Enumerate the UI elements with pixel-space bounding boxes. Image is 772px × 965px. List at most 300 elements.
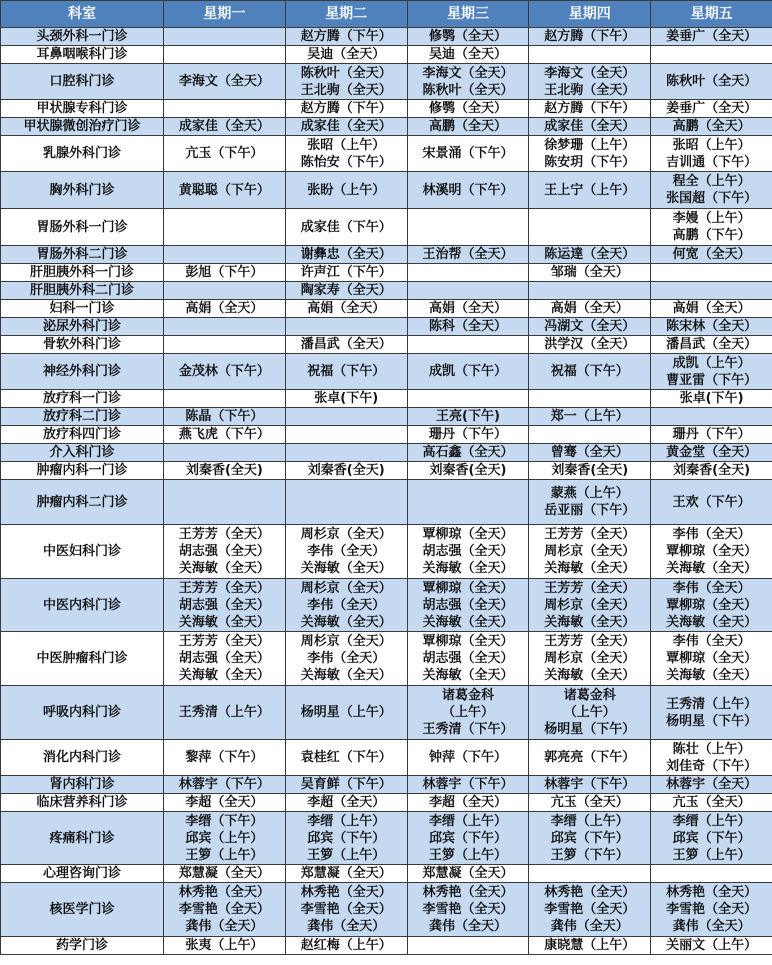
doctor-entry: 金茂林（下午）: [178, 364, 270, 379]
doctor-entry: 蒙燕（上午）: [550, 486, 629, 501]
doctor-entry: 岳亚丽（下午）: [544, 503, 636, 518]
schedule-cell: [164, 686, 286, 740]
schedule-cell: [164, 390, 286, 408]
schedule-cell: [407, 579, 529, 632]
schedule-cell: [164, 336, 286, 354]
dept-name-cell: 放疗科二门诊: [1, 408, 164, 426]
schedule-cell: [407, 776, 529, 794]
doctor-entry: 林蓉宇（全天）: [666, 777, 758, 792]
schedule-cell: [164, 172, 286, 209]
table-row: [1, 686, 772, 740]
doctor-entry: 祝福（下午）: [550, 364, 629, 379]
doctor-entry: 赵方腾（下午）: [544, 101, 636, 116]
doctor-entry: （上午）: [441, 705, 494, 720]
doctor-entry: 李伟（全天）: [672, 580, 751, 596]
doctor-entry: 修鹗（全天）: [428, 29, 507, 44]
schedule-cell: [651, 444, 772, 462]
doctor-entry: 周杉京（全天）: [544, 544, 636, 559]
schedule-cell: [164, 64, 286, 100]
doctor-entry: 关丽文（上午）: [666, 938, 758, 953]
schedule-cell: [651, 282, 772, 300]
schedule-cell: [529, 632, 651, 686]
doctor-entry: 陈怡安（下午）: [300, 154, 392, 170]
schedule-cell: [651, 632, 772, 686]
doctor-entry: 王北驹（全天）: [544, 82, 636, 98]
doctor-entry: 林蓉宇（下午）: [544, 777, 636, 792]
schedule-cell: [164, 28, 286, 46]
doctor-entry: 林溪明（下午）: [422, 182, 514, 198]
schedule-cell: [407, 209, 529, 246]
doctor-entry: 胡志强（全天）: [178, 544, 270, 559]
doctor-entry: 修鹗（全天）: [428, 101, 507, 116]
doctor-entry: 黄聪聪（下午）: [178, 182, 270, 198]
doctor-entry: 何宽（全天）: [672, 247, 751, 262]
schedule-cell: [407, 426, 529, 444]
doctor-entry: 张盼（上午）: [307, 182, 386, 198]
doctor-entry: 张卓(下午): [679, 391, 744, 406]
doctor-entry: 邱宾（下午）: [550, 830, 629, 846]
doctor-entry: 黎萍（下午）: [185, 750, 264, 765]
doctor-entry: 李伟（全天）: [307, 651, 386, 666]
header-day-tuesday: 星期二: [285, 1, 407, 28]
dept-name-cell: 耳鼻咽喉科门诊: [1, 46, 164, 64]
dept-name-cell: 中医内科门诊: [1, 579, 164, 632]
doctor-entry: 刘秦香(全天): [551, 463, 629, 478]
doctor-entry: 郑一（上午）: [550, 409, 629, 424]
doctor-entry: 关海敏（全天）: [666, 668, 758, 683]
doctor-entry: 成家佳（全天）: [300, 119, 392, 134]
schedule-cell: [651, 209, 772, 246]
doctor-entry: 王芳芳（全天）: [178, 580, 270, 596]
schedule-cell: [651, 408, 772, 426]
dept-name-cell: 呼吸内科门诊: [1, 686, 164, 740]
header-dept: 科室: [1, 1, 164, 28]
doctor-entry: 姜垂广（全天）: [666, 29, 758, 44]
doctor-entry: 邱宾（下午）: [307, 830, 386, 846]
doctor-entry: 林秀艳（全天）: [300, 885, 392, 900]
doctor-entry: 李缙（下午）: [185, 813, 264, 829]
dept-name-cell: 肝胆胰外科二门诊: [1, 282, 164, 300]
doctor-entry: 杨明星（下午）: [666, 713, 758, 729]
schedule-cell: [407, 865, 529, 883]
table-row: [1, 136, 772, 172]
schedule-cell: [651, 336, 772, 354]
schedule-cell: [285, 686, 407, 740]
schedule-cell: [529, 390, 651, 408]
doctor-entry: 吴迪（全天）: [428, 47, 507, 62]
doctor-entry: 高娟（全天）: [428, 301, 507, 316]
doctor-entry: 高娟（全天）: [307, 301, 386, 316]
doctor-entry: 关海敏（全天）: [300, 668, 392, 683]
doctor-entry: 张夷（上午）: [185, 938, 264, 953]
doctor-entry: 诸葛金科: [563, 688, 616, 703]
schedule-cell: [285, 937, 407, 955]
doctor-entry: 覃柳琼（全天）: [422, 580, 514, 596]
doctor-entry: 关海敏（全天）: [544, 561, 636, 576]
schedule-cell: [529, 408, 651, 426]
table-row: [1, 300, 772, 318]
doctor-entry: 林蓉宇（下午）: [422, 777, 514, 792]
doctor-entry: 珊丹（下午）: [428, 427, 507, 442]
dept-name-cell: 疼痛科门诊: [1, 812, 164, 865]
schedule-cell: [285, 740, 407, 776]
schedule-cell: [407, 632, 529, 686]
schedule-cell: [285, 118, 407, 136]
schedule-cell: [529, 462, 651, 480]
table-row: [1, 354, 772, 390]
table-row: [1, 336, 772, 354]
doctor-entry: 关海敏（全天）: [544, 614, 636, 630]
schedule-cell: [651, 300, 772, 318]
doctor-entry: 成家佳（下午）: [300, 219, 392, 235]
schedule-cell: [651, 172, 772, 209]
doctor-entry: 王北驹（全天）: [300, 82, 392, 98]
schedule-cell: [285, 300, 407, 318]
schedule-cell: [285, 865, 407, 883]
schedule-cell: [529, 172, 651, 209]
schedule-cell: [651, 426, 772, 444]
schedule-cell: [285, 426, 407, 444]
dept-name-cell: 泌尿外科门诊: [1, 318, 164, 336]
dept-name-cell: 胃肠外科一门诊: [1, 209, 164, 246]
dept-name-cell: 骨软外科门诊: [1, 336, 164, 354]
table-row: [1, 408, 772, 426]
schedule-cell: [651, 64, 772, 100]
doctor-entry: 王欢（下午）: [672, 494, 751, 510]
schedule-cell: [164, 118, 286, 136]
schedule-cell: [529, 865, 651, 883]
table-row: [1, 46, 772, 64]
doctor-entry: 覃柳琼（全天）: [422, 634, 514, 649]
table-row: [1, 462, 772, 480]
doctor-entry: 赵方腾（下午）: [544, 29, 636, 44]
dept-name-cell: 甲状腺专科门诊: [1, 100, 164, 118]
doctor-entry: 王芳芳（全天）: [178, 527, 270, 542]
schedule-cell: [285, 100, 407, 118]
schedule-cell: [164, 46, 286, 64]
doctor-entry: 周杉京（全天）: [544, 651, 636, 666]
doctor-entry: 李雪艳（全天）: [544, 902, 636, 917]
doctor-entry: 赵红梅（上午）: [300, 938, 392, 953]
schedule-cell: [529, 46, 651, 64]
header-day-thursday: 星期四: [529, 1, 651, 28]
table-row: [1, 209, 772, 246]
doctor-entry: 林秀艳（全天）: [666, 885, 758, 900]
schedule-cell: [285, 246, 407, 264]
doctor-entry: 张国超（下午）: [666, 191, 758, 206]
doctor-entry: 关海敏（全天）: [544, 668, 636, 683]
schedule-cell: [407, 264, 529, 282]
doctor-entry: 珊丹（下午）: [672, 427, 751, 442]
schedule-cell: [407, 246, 529, 264]
schedule-cell: [651, 865, 772, 883]
doctor-entry: 许声江（下午）: [300, 265, 392, 280]
doctor-entry: 王箩（上午）: [672, 847, 751, 863]
dept-name-cell: 甲状腺微创治疗门诊: [1, 118, 164, 136]
doctor-entry: 赵方腾（下午）: [300, 29, 392, 44]
schedule-cell: [651, 480, 772, 525]
schedule-cell: [407, 794, 529, 812]
doctor-entry: 康晓慧（上午）: [544, 938, 636, 953]
schedule-cell: [651, 525, 772, 579]
schedule-cell: [529, 246, 651, 264]
schedule-cell: [164, 632, 286, 686]
table-row: [1, 282, 772, 300]
doctor-entry: 李雪艳（全天）: [422, 902, 514, 917]
dept-name-cell: 中医妇科门诊: [1, 525, 164, 579]
doctor-entry: 王芳芳（全天）: [544, 580, 636, 596]
schedule-cell: [407, 100, 529, 118]
doctor-entry: 曾骞（全天）: [550, 445, 629, 460]
schedule-cell: [529, 28, 651, 46]
schedule-cell: [285, 462, 407, 480]
doctor-entry: 郑慧凝（全天）: [178, 866, 270, 881]
doctor-entry: 关海敏（全天）: [300, 614, 392, 630]
table-row: [1, 390, 772, 408]
doctor-entry: 龚伟（全天）: [428, 919, 507, 934]
doctor-entry: 李伟（全天）: [672, 527, 751, 542]
schedule-cell: [407, 118, 529, 136]
schedule-body: [1, 28, 772, 955]
header-day-wednesday: 星期三: [407, 1, 529, 28]
schedule-cell: [164, 100, 286, 118]
table-row: [1, 812, 772, 865]
schedule-cell: [651, 794, 772, 812]
doctor-entry: 邱宾（下午）: [428, 830, 507, 846]
doctor-entry: 亢玉（全天）: [550, 795, 629, 810]
doctor-entry: 李雪艳（全天）: [300, 902, 392, 917]
doctor-entry: 洪学汉（全天）: [544, 337, 636, 352]
doctor-entry: 高鹏（下午）: [672, 228, 751, 243]
dept-name-cell: 临床营养科门诊: [1, 794, 164, 812]
doctor-entry: 李伟（全天）: [307, 544, 386, 559]
schedule-cell: [651, 136, 772, 172]
schedule-cell: [529, 136, 651, 172]
table-row: [1, 118, 772, 136]
doctor-entry: 王箩（上午）: [428, 847, 507, 863]
doctor-entry: 林秀艳（全天）: [422, 885, 514, 900]
table-row: [1, 579, 772, 632]
schedule-cell: [164, 525, 286, 579]
schedule-cell: [164, 246, 286, 264]
schedule-cell: [529, 740, 651, 776]
doctor-entry: 张昭（上午）: [672, 137, 751, 153]
schedule-cell: [164, 282, 286, 300]
schedule-cell: [529, 812, 651, 865]
schedule-cell: [529, 579, 651, 632]
header-row: [1, 1, 772, 28]
table-row: [1, 100, 772, 118]
doctor-entry: 陈秋叶（全天）: [422, 82, 514, 98]
schedule-cell: [285, 46, 407, 64]
dept-name-cell: 肾内科门诊: [1, 776, 164, 794]
dept-name-cell: 胸外科门诊: [1, 172, 164, 209]
doctor-entry: 王芳芳（全天）: [544, 634, 636, 649]
doctor-entry: 诸葛金科: [441, 688, 494, 703]
schedule-cell: [407, 937, 529, 955]
doctor-entry: 关海敏（全天）: [178, 668, 270, 683]
doctor-entry: 潘昌武（全天）: [666, 337, 758, 352]
doctor-entry: 林秀艳（全天）: [178, 885, 270, 900]
schedule-cell: [651, 246, 772, 264]
schedule-cell: [529, 444, 651, 462]
doctor-entry: 关海敏（全天）: [178, 614, 270, 630]
doctor-entry: 胡志强（全天）: [422, 544, 514, 559]
doctor-entry: 王箩（上午）: [185, 847, 264, 863]
doctor-entry: 高鹏（全天）: [428, 119, 507, 134]
table-row: [1, 28, 772, 46]
schedule-cell: [164, 209, 286, 246]
doctor-entry: 王亮(下午): [436, 409, 500, 424]
header-day-friday: 星期五: [651, 1, 772, 28]
table-row: [1, 632, 772, 686]
doctor-entry: 高娟（全天）: [550, 301, 629, 316]
doctor-entry: 覃柳琼（全天）: [422, 527, 514, 542]
table-row: [1, 525, 772, 579]
doctor-entry: 陈壮（上午）: [672, 741, 751, 757]
dept-name-cell: 口腔科门诊: [1, 64, 164, 100]
doctor-entry: 吴育鲜（下午）: [300, 777, 392, 792]
doctor-entry: 李超（全天）: [185, 795, 264, 810]
doctor-entry: 胡志强（全天）: [178, 597, 270, 613]
doctor-entry: 王治帮（全天）: [422, 247, 514, 262]
dept-name-cell: 头颈外科一门诊: [1, 28, 164, 46]
doctor-entry: 邱宾（下午）: [672, 830, 751, 846]
doctor-entry: 李嫚（上午）: [672, 211, 751, 226]
doctor-entry: 王秀清（下午）: [422, 722, 514, 737]
doctor-entry: （上午）: [563, 705, 616, 720]
table-row: [1, 426, 772, 444]
schedule-cell: [164, 264, 286, 282]
doctor-entry: 关海敏（全天）: [422, 668, 514, 683]
doctor-entry: 钟萍（下午）: [428, 750, 507, 765]
schedule-cell: [651, 354, 772, 390]
doctor-entry: 王上宁（上午）: [544, 182, 636, 198]
schedule-cell: [651, 686, 772, 740]
schedule-cell: [285, 354, 407, 390]
doctor-entry: 关海敏（全天）: [666, 614, 758, 630]
schedule-cell: [164, 937, 286, 955]
doctor-entry: 徐梦珊（上午）: [544, 137, 636, 153]
doctor-entry: 吉训通（下午）: [666, 154, 758, 170]
schedule-cell: [164, 865, 286, 883]
schedule-cell: [164, 883, 286, 937]
table-row: [1, 883, 772, 937]
schedule-cell: [529, 118, 651, 136]
schedule-cell: [164, 776, 286, 794]
doctor-entry: 李雪艳（全天）: [666, 902, 758, 917]
schedule-cell: [407, 28, 529, 46]
doctor-entry: 曹亚雷（下午）: [666, 372, 758, 388]
dept-name-cell: 肿瘤内科一门诊: [1, 462, 164, 480]
doctor-entry: 潘昌武（全天）: [300, 337, 392, 352]
schedule-cell: [529, 264, 651, 282]
schedule-cell: [529, 426, 651, 444]
doctor-entry: 高鹏（全天）: [672, 119, 751, 134]
schedule-cell: [164, 444, 286, 462]
schedule-cell: [407, 354, 529, 390]
doctor-entry: 陈安玥（下午）: [544, 154, 636, 170]
doctor-entry: 成凯（上午）: [672, 355, 751, 371]
doctor-entry: 关海敏（全天）: [178, 561, 270, 576]
schedule-cell: [164, 136, 286, 172]
doctor-entry: 李超（全天）: [428, 795, 507, 810]
doctor-entry: 彭旭（下午）: [185, 265, 264, 280]
doctor-entry: 龚伟（全天）: [550, 919, 629, 934]
doctor-entry: 周杉京（全天）: [300, 580, 392, 596]
doctor-entry: 赵方腾（下午）: [300, 101, 392, 116]
schedule-cell: [529, 794, 651, 812]
schedule-cell: [285, 64, 407, 100]
schedule-cell: [651, 883, 772, 937]
schedule-cell: [651, 937, 772, 955]
doctor-entry: 关海敏（全天）: [300, 561, 392, 576]
doctor-entry: 亢玉（下午）: [185, 146, 264, 161]
doctor-entry: 杨明星（下午）: [544, 722, 636, 737]
schedule-cell: [407, 336, 529, 354]
doctor-entry: 覃柳琼（全天）: [666, 651, 758, 666]
schedule-cell: [407, 480, 529, 525]
schedule-cell: [164, 462, 286, 480]
schedule-cell: [651, 812, 772, 865]
schedule-cell: [164, 426, 286, 444]
dept-name-cell: 心理咨询门诊: [1, 865, 164, 883]
doctor-entry: 龚伟（全天）: [672, 919, 751, 934]
schedule-cell: [529, 686, 651, 740]
doctor-entry: 李伟（全天）: [307, 597, 386, 613]
schedule-cell: [651, 46, 772, 64]
doctor-entry: 郭亮亮（下午）: [544, 750, 636, 765]
table-row: [1, 740, 772, 776]
doctor-entry: 宋景涌（下午）: [422, 146, 514, 161]
dept-name-cell: 肿瘤内科二门诊: [1, 480, 164, 525]
table-row: [1, 64, 772, 100]
schedule-cell: [407, 172, 529, 209]
schedule-cell: [529, 318, 651, 336]
doctor-entry: 黄金堂（全天）: [666, 445, 758, 460]
doctor-entry: 林秀艳（全天）: [544, 885, 636, 900]
doctor-entry: 龚伟（全天）: [185, 919, 264, 934]
doctor-entry: 邱宾（上午）: [185, 830, 264, 846]
doctor-entry: 谢彝忠（全天）: [300, 247, 392, 262]
doctor-entry: 陈秋叶（全天）: [666, 74, 758, 89]
schedule-cell: [164, 740, 286, 776]
table-row: [1, 444, 772, 462]
schedule-cell: [529, 336, 651, 354]
schedule-cell: [285, 28, 407, 46]
schedule-cell: [407, 46, 529, 64]
doctor-entry: 关海敏（全天）: [666, 561, 758, 576]
doctor-entry: 周杉京（全天）: [300, 527, 392, 542]
table-row: [1, 264, 772, 282]
table-row: [1, 480, 772, 525]
doctor-entry: 王箩（下午）: [550, 847, 629, 863]
schedule-cell: [651, 118, 772, 136]
schedule-cell: [529, 525, 651, 579]
header-day-monday: 星期一: [164, 1, 286, 28]
doctor-entry: 李缙（上午）: [672, 813, 751, 829]
schedule-cell: [651, 264, 772, 282]
schedule-cell: [651, 28, 772, 46]
doctor-entry: 高娟（全天）: [672, 301, 751, 316]
doctor-entry: 李伟（全天）: [672, 634, 751, 649]
schedule-cell: [529, 282, 651, 300]
doctor-entry: 李缙（上午）: [307, 813, 386, 829]
schedule-cell: [164, 794, 286, 812]
schedule-cell: [164, 579, 286, 632]
schedule-cell: [285, 336, 407, 354]
doctor-entry: 周杉京（全天）: [300, 634, 392, 649]
